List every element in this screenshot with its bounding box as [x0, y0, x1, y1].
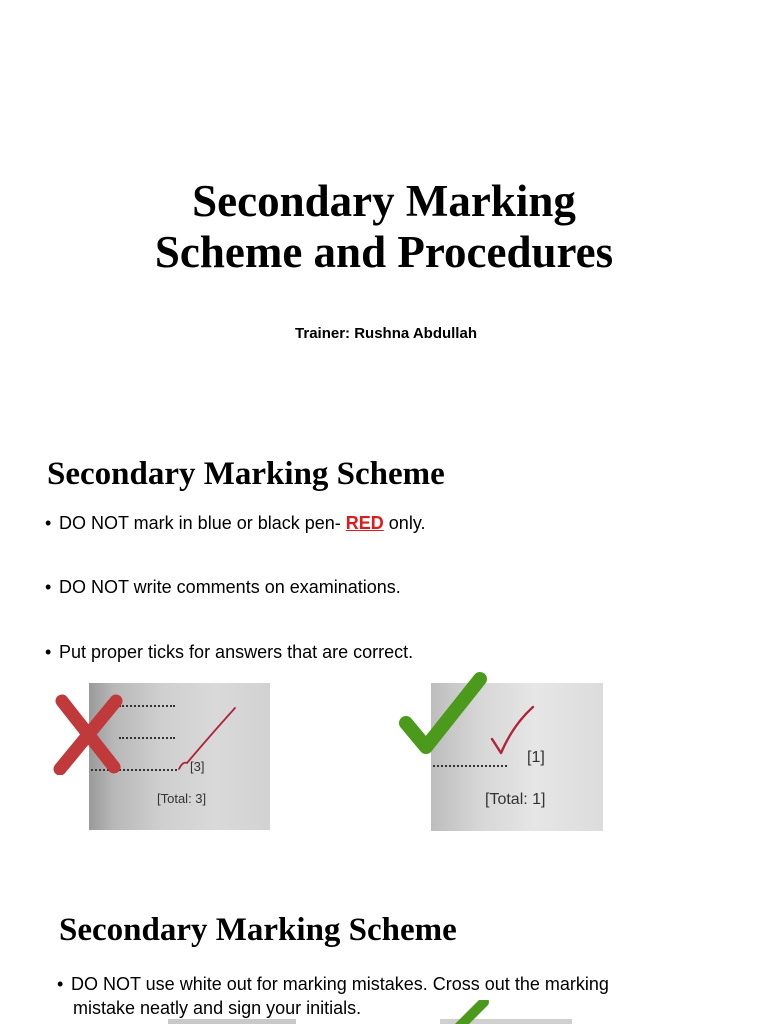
bullet-glyph: • — [45, 577, 52, 597]
slide-title — [0, 176, 768, 278]
mark-label: [1] — [527, 749, 545, 766]
check-icon-partial — [450, 1000, 490, 1024]
bullet-text: DO NOT use white out for marking mistakes. Cross out the marking — [71, 974, 609, 994]
bullet-glyph: • — [45, 513, 52, 533]
trainer-name: Trainer: Rushna Abdullah — [295, 325, 477, 342]
section-heading: Secondary Marking Scheme — [47, 456, 445, 492]
slide-title-line2: Scheme and Procedures — [154, 227, 614, 277]
bullet-item — [57, 972, 609, 996]
bullet-glyph: • — [57, 974, 64, 994]
slide-title-line1: Secondary Marking — [192, 176, 576, 226]
bullet-item — [45, 575, 401, 599]
bullet-item — [45, 511, 425, 535]
check-icon — [398, 671, 488, 757]
bullet-text-continued: mistake neatly and sign your initials. — [73, 998, 362, 1018]
bullet-text: DO NOT write comments on examinations. — [59, 577, 401, 597]
answer-line — [433, 765, 507, 767]
bullet-glyph: • — [45, 642, 52, 662]
bullet-text: DO NOT mark in blue or black pen- — [59, 513, 346, 533]
bullet-text: Put proper ticks for answers that are correct. — [59, 642, 414, 662]
small-tick-mark — [173, 703, 243, 773]
bullet-text-end: only. — [383, 513, 426, 533]
cross-icon — [52, 693, 126, 775]
red-emphasis: RED — [345, 513, 384, 533]
answer-line — [119, 705, 175, 707]
answer-line — [119, 737, 175, 739]
total-label: [Total: 3] — [157, 791, 207, 806]
bullet-item — [45, 640, 413, 664]
section-heading-2: Secondary Marking Scheme — [59, 912, 457, 948]
next-image-edge — [168, 1019, 296, 1024]
mark-label: [3] — [190, 759, 205, 774]
total-label: [Total: 1] — [485, 791, 546, 808]
